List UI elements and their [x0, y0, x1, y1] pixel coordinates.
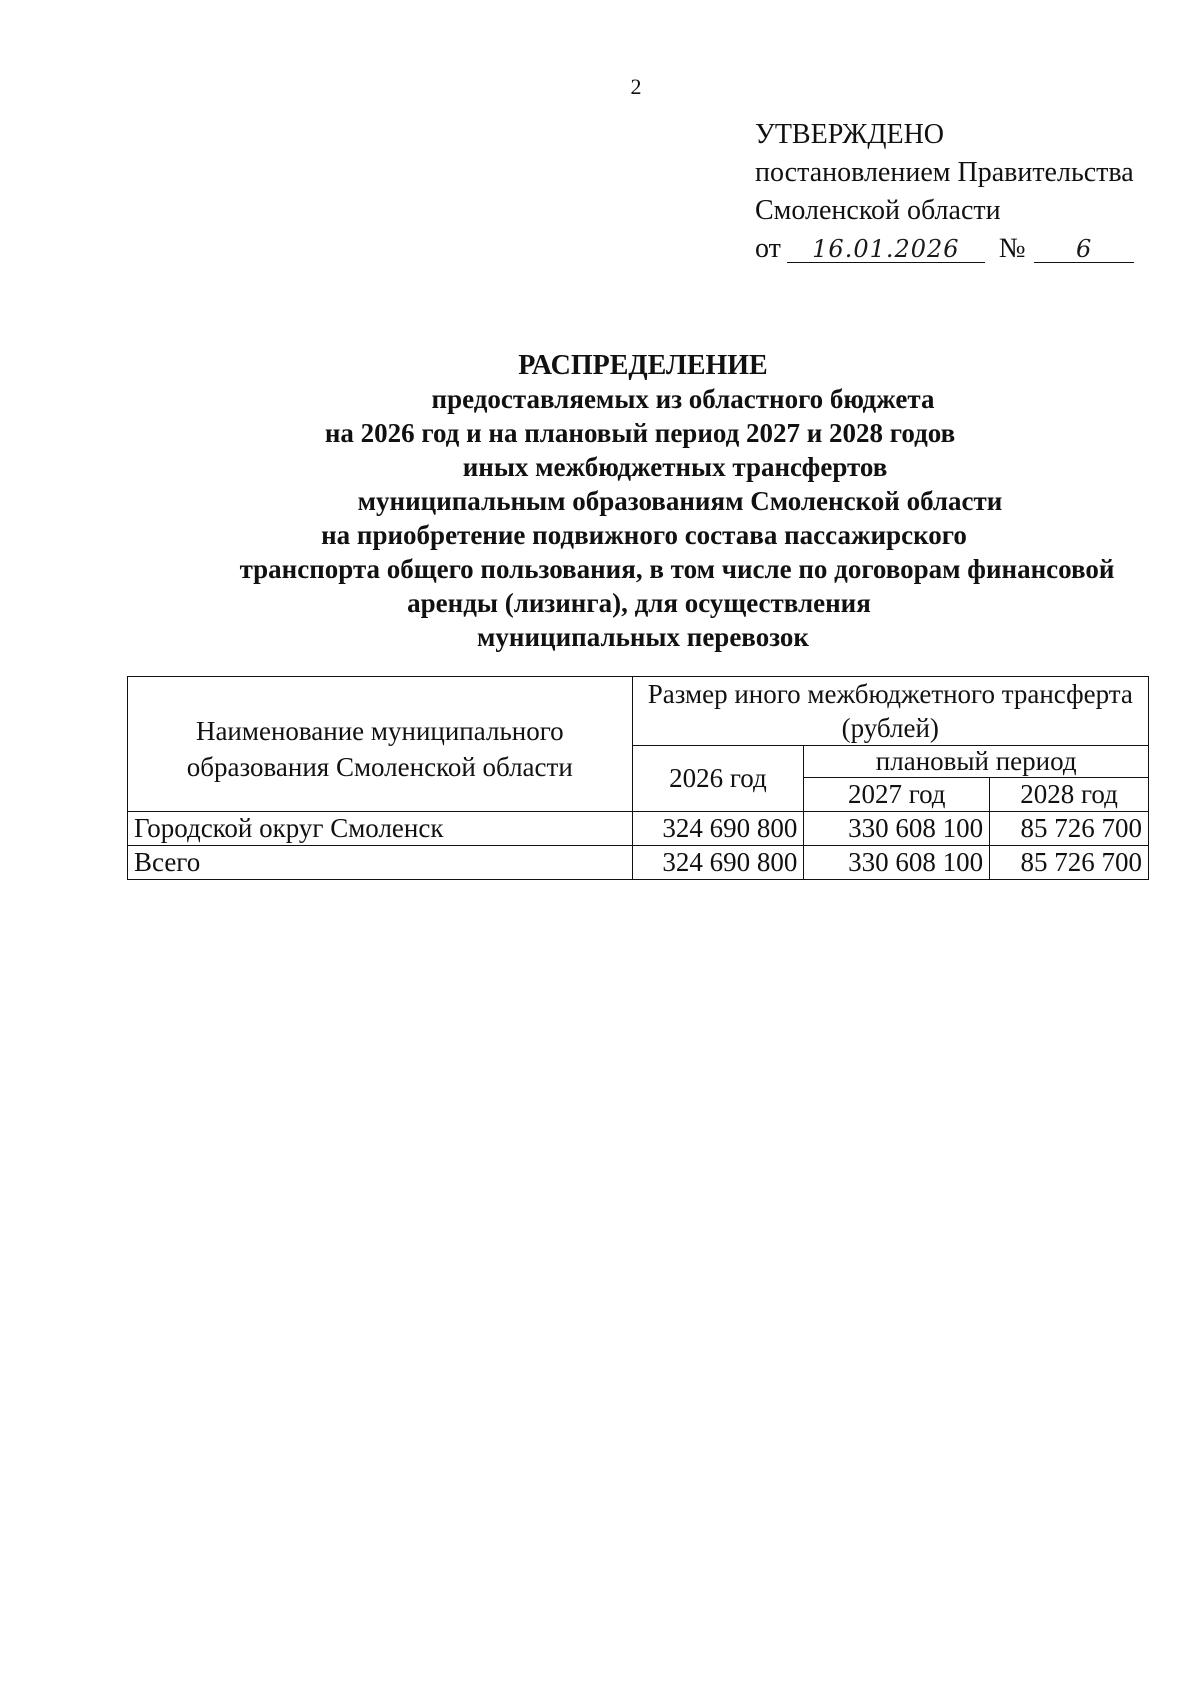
- number-prefix: №: [998, 233, 1026, 264]
- heading-line: аренды (лизинга), для осуществления: [407, 588, 871, 618]
- handwritten-number: 6: [1034, 236, 1134, 263]
- table-row: [128, 812, 1149, 846]
- date-prefix: от: [755, 233, 781, 264]
- header-name-column: Наименование муниципального образования Смоленской области: [128, 677, 633, 812]
- heading-line: транспорта общего пользования, в том числе по договорам финансовой: [239, 554, 1115, 584]
- approval-date-number-row: [755, 230, 1134, 268]
- header-year-2026: 2026 год: [632, 746, 804, 812]
- header-planning-period: плановый период: [804, 746, 1149, 778]
- row-2027: 330 608 100: [804, 846, 990, 880]
- row-2028: 85 726 700: [990, 812, 1149, 846]
- header-amount-group: Размер иного межбюджетного трансферта (рублей): [632, 677, 1148, 746]
- approval-title: УТВЕРЖДЕНО: [755, 119, 945, 150]
- approval-line-2: Смоленской области: [755, 195, 1001, 226]
- row-2028: 85 726 700: [990, 846, 1149, 880]
- heading-line: муниципальным образованиям Смоленской области: [357, 486, 1003, 516]
- heading-line: иных межбюджетных трансфертов: [462, 452, 888, 482]
- header-year-2028: 2028 год: [990, 778, 1149, 812]
- heading-line: на приобретение подвижного состава пассажирского: [321, 520, 967, 550]
- transfers-table: [127, 676, 1149, 880]
- heading-title: РАСПРЕДЕЛЕНИЕ: [518, 350, 768, 381]
- row-2027: 330 608 100: [804, 812, 990, 846]
- page-number: 2: [630, 74, 642, 99]
- heading-line: предоставляемых из областного бюджета: [431, 384, 935, 414]
- handwritten-date: 16.01.2026: [787, 236, 985, 263]
- heading-line: на 2026 год и на плановый период 2027 и 2028 годов: [324, 418, 956, 448]
- approval-line-1: постановлением Правительства: [755, 157, 1134, 188]
- row-2026: 324 690 800: [632, 812, 804, 846]
- header-year-2027: 2027 год: [804, 778, 990, 812]
- row-name: Всего: [128, 846, 633, 880]
- table-row-total: [128, 846, 1149, 880]
- row-name: Городской округ Смоленск: [128, 812, 633, 846]
- approval-block: [755, 116, 1134, 268]
- row-2026: 324 690 800: [632, 846, 804, 880]
- heading-line: муниципальных перевозок: [477, 622, 809, 652]
